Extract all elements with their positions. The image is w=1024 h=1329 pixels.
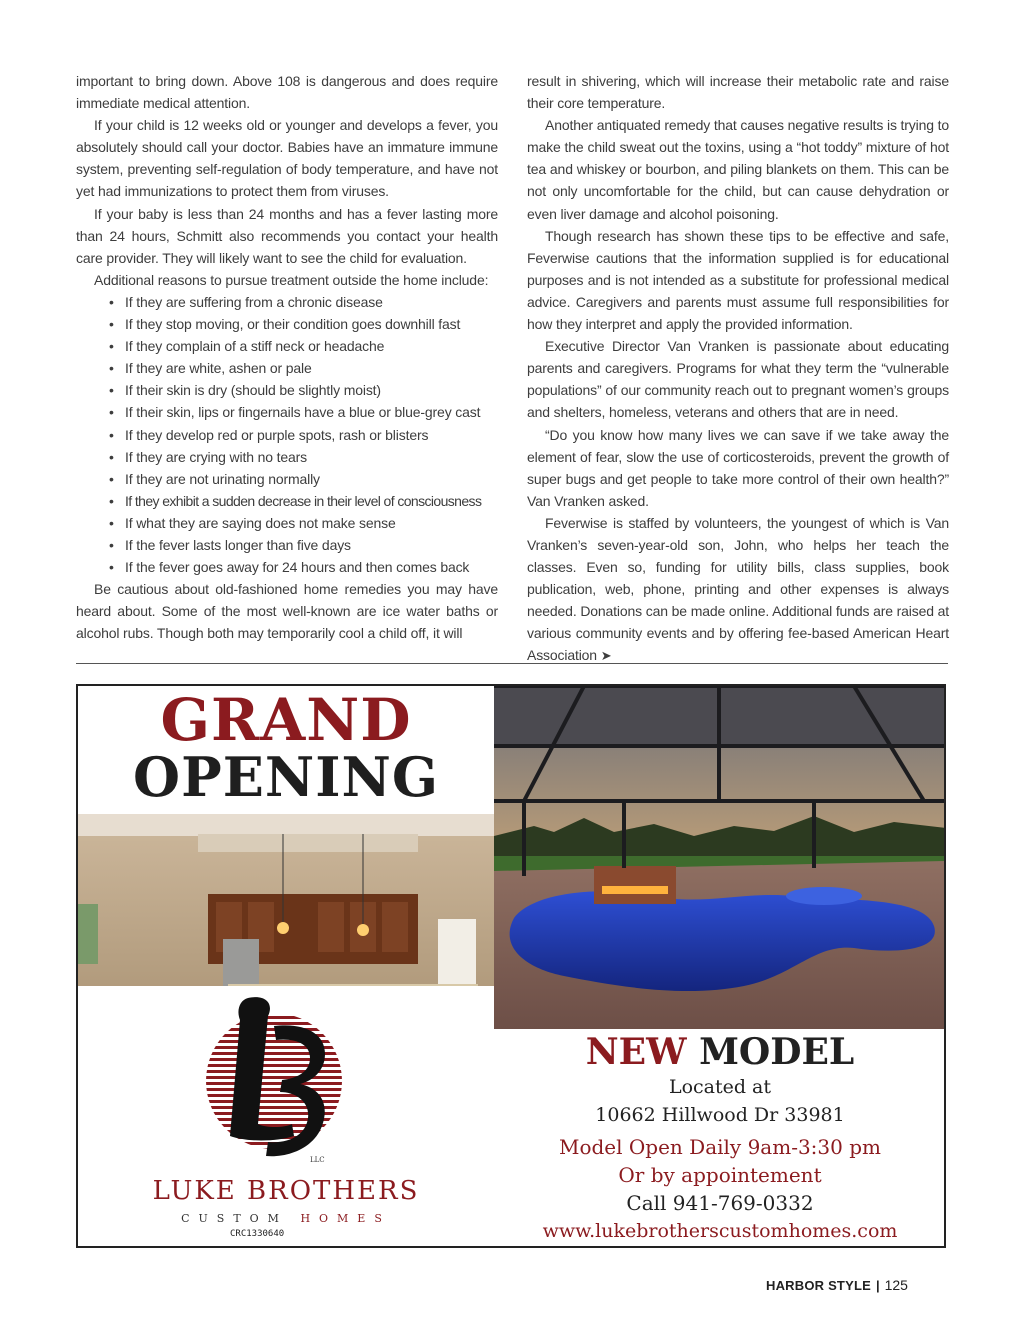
article-paragraph: “Do you know how many lives we can save if we take away the element of fear, slow the use of corticosteroids, prevent the growth of super bugs and get people to take more control of their own health?” Van Vranken asked. [527, 426, 949, 509]
appointment-note: Or by appointement [618, 1163, 822, 1187]
section-divider [76, 663, 948, 664]
new-model-title [494, 1031, 946, 1073]
article-paragraph: Executive Director Van Vranken is passionate about educating parents and caregivers. Programs for what they term the “vulnerable populations” of our community reach out to pregnant women’s groups and shelters, homeless, veterans and others that are in need. [527, 338, 949, 421]
model-info [494, 1029, 946, 1248]
logo-llc-text: LLC [310, 1156, 325, 1164]
list-item: • If they complain of a stiff neck or headache [125, 335, 498, 357]
list-item: • If their skin is dry (should be slightly moist) [125, 379, 498, 401]
list-item: • If they are suffering from a chronic disease [125, 291, 498, 313]
brand-custom: CUSTOM [181, 1212, 288, 1225]
page-number: 125 [884, 1277, 908, 1293]
new-word: NEW [585, 1031, 687, 1073]
brand-homes: HOMES [300, 1212, 391, 1225]
list-item: • If what they are saying does not make sense [125, 512, 498, 534]
website-link[interactable]: www.lukebrotherscustomhomes.com [542, 1220, 898, 1242]
article-paragraph: If your baby is less than 24 months and has a fever lasting more than 24 hours, Schmitt also recommends you contact your health care provider. They will likely want to see the child for evaluation. [76, 205, 498, 266]
list-item: • If they stop moving, or their condition goes downhill fast [125, 313, 498, 335]
continue-arrow-icon: ➤ [600, 648, 612, 664]
headline-grand: GRAND [160, 686, 412, 754]
grand-opening-headline [78, 686, 494, 809]
located-at-label: Located at [668, 1076, 772, 1098]
list-item: • If they exhibit a sudden decrease in their level of consciousness [125, 490, 498, 512]
symptom-list [76, 291, 498, 578]
pool-photo [494, 686, 946, 1029]
article-paragraph: Additional reasons to pursue treatment outside the home include: [94, 271, 489, 288]
advertisement [76, 684, 946, 1248]
article-paragraph: Another antiquated remedy that causes negative results is trying to make the child sweat out the toxins, using a “hot toddy” mixture of hot tea and whiskey or bourbon, and piling blankets on them. This can be not only uncomfortable for the child, but can cause dehydration or even liver damage and alcohol poisoning. [527, 117, 949, 222]
model-address: 10662 Hillwood Dr 33981 [595, 1104, 845, 1126]
article-paragraph: result in shivering, which will increase their metabolic rate and raise their core temperature. [527, 73, 949, 112]
article-paragraph: Be cautious about old-fashioned home remedies you may have heard about. Some of the most well-known are ice water baths or alcohol rubs. Though both may temporarily cool a child off, it will [76, 581, 498, 642]
list-item: • If the fever goes away for 24 hours and then comes back [125, 556, 498, 578]
model-hours: Model Open Daily 9am-3:30 pm [558, 1135, 881, 1159]
footer-separator: | [875, 1278, 880, 1293]
list-item: • If the fever lasts longer than five days [125, 534, 498, 556]
brand-logo-block [78, 986, 494, 1248]
article-paragraph-text: Feverwise is staffed by volunteers, the youngest of which is Van Vranken’s seven-year-old son, John, who helps her teach the classes. Even so, funding for utility bills, class supplies, book publication, web, phone, printing and other expenses is always needed. Donations can be made online. Additional funds are raised at various community events and by offering fee-based American Heart Association [527, 514, 949, 664]
article-paragraph [527, 512, 949, 668]
article-right-column [527, 70, 949, 668]
phone-number: Call 941-769-0332 [626, 1191, 814, 1215]
page-footer [766, 1277, 908, 1293]
list-item: • If they are not urinating normally [125, 468, 498, 490]
license-number: CRC1330640 [230, 1229, 285, 1239]
list-item: • If they develop red or purple spots, rash or blisters [125, 424, 498, 446]
brand-name: LUKE BROTHERS [152, 1176, 420, 1206]
headline-opening: OPENING [133, 745, 439, 809]
list-item: • If they are white, ashen or pale [125, 357, 498, 379]
luke-brothers-logo-icon [196, 986, 346, 1168]
list-item: • If they are crying with no tears [125, 446, 498, 468]
magazine-name: HARBOR STYLE [766, 1278, 871, 1293]
brand-tagline [78, 1212, 494, 1225]
model-word: MODEL [699, 1031, 855, 1073]
article-paragraph: important to bring down. Above 108 is dangerous and does require immediate medical attention. [76, 73, 498, 112]
article-paragraph: If your child is 12 weeks old or younger and develops a fever, you absolutely should call your doctor. Babies have an immature immune system, preventing self-regulation of body temperature, and have not yet had immunizations to protect them from viruses. [76, 117, 498, 200]
article-left-column [76, 70, 498, 644]
article-paragraph: Though research has shown these tips to be effective and safe, Feverwise cautions that the information supplied is for educational purposes and is not intended as a substitute for professional medical advice. Caregivers and parents must assume full responsibilities for how they interpret and apply the provided information. [527, 227, 949, 333]
list-item: • If their skin, lips or fingernails have a blue or blue-grey cast [125, 401, 498, 423]
